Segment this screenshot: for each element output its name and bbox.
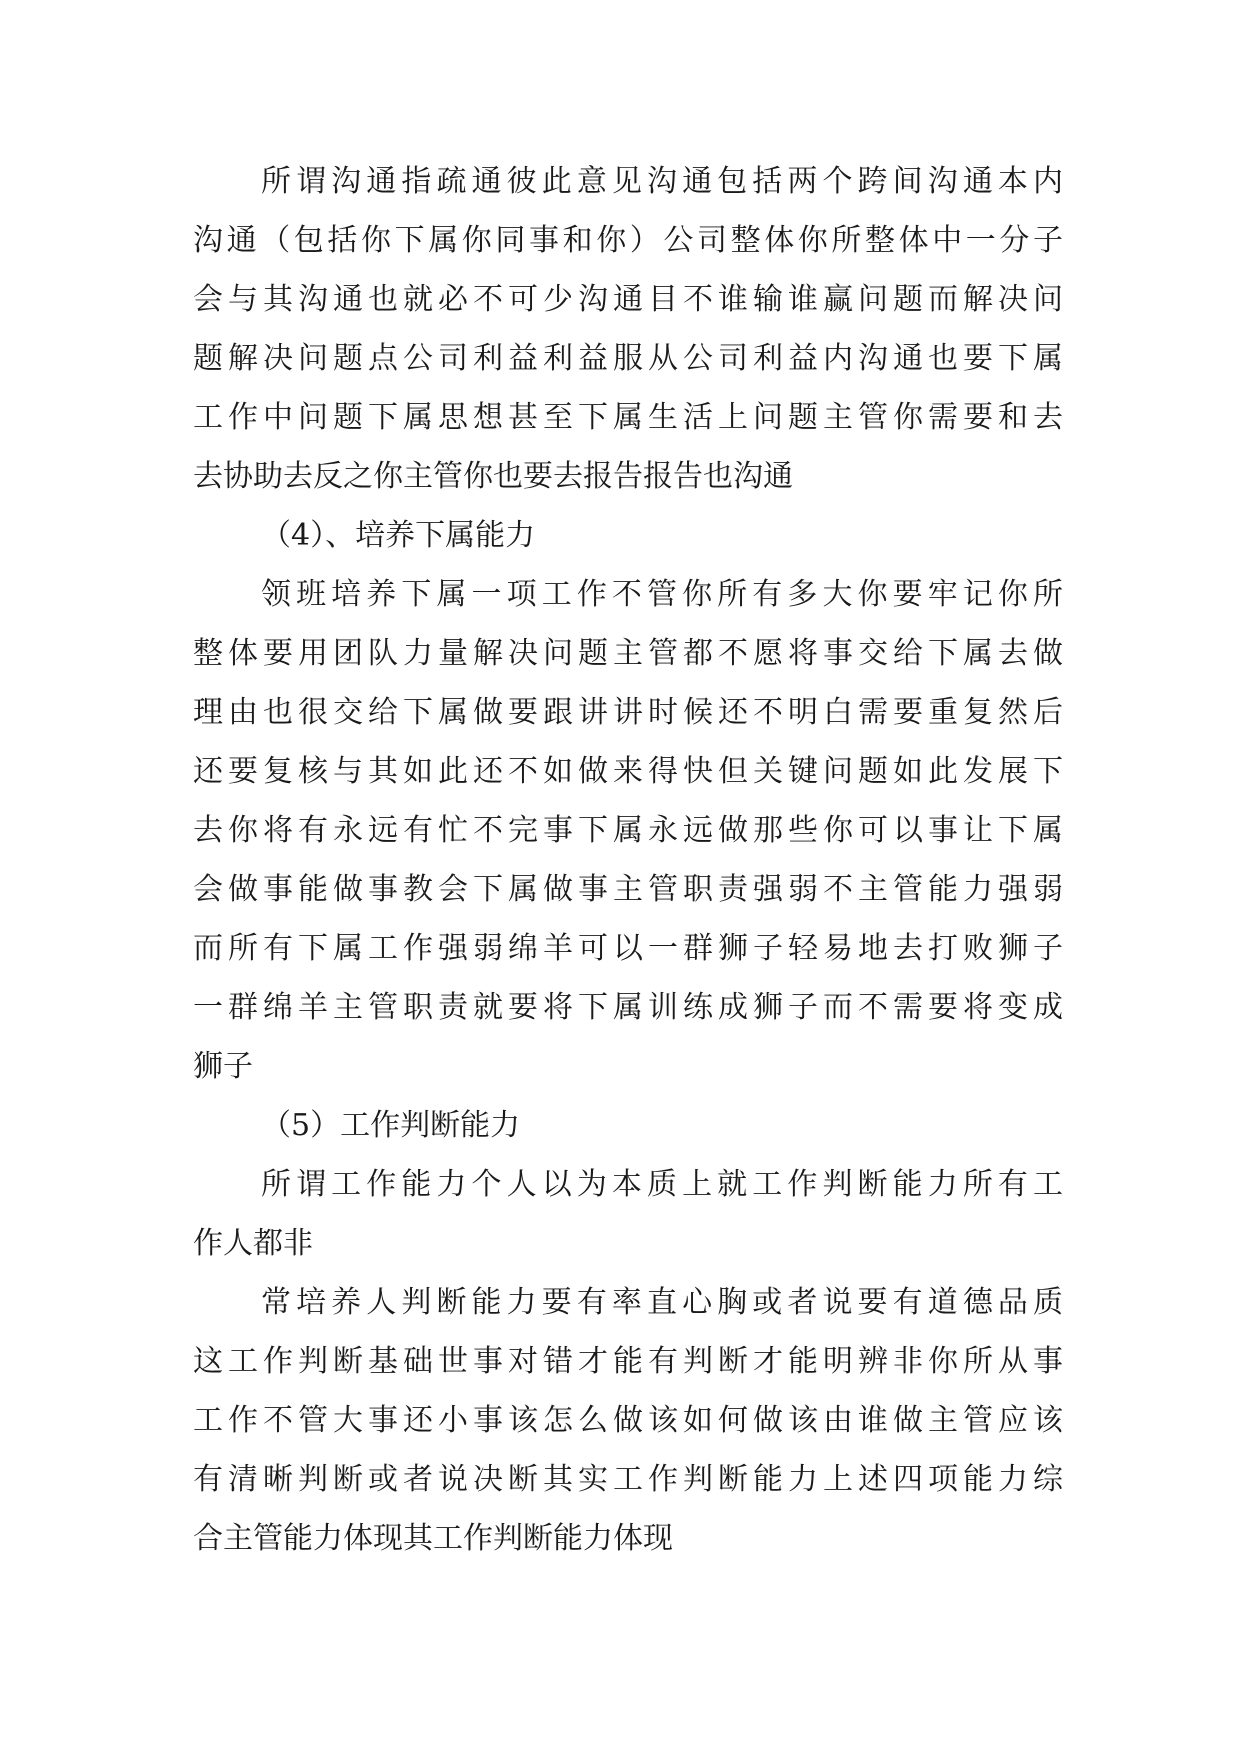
paragraph-line: 沟通（包括你下属你同事和你）公司整体你所整体中一分子	[193, 223, 1063, 258]
paragraph-line: 一群绵羊主管职责就要将下属训练成狮子而不需要将变成	[193, 990, 1063, 1025]
document-body	[193, 152, 1063, 1568]
paragraph-line: 题解决问题点公司利益利益服从公司利益内沟通也要下属	[193, 341, 1063, 376]
paragraph-line: 整体要用团队力量解决问题主管都不愿将事交给下属去做	[193, 636, 1063, 671]
paragraph-line: 工作中问题下属思想甚至下属生活上问题主管你需要和去	[193, 400, 1063, 435]
paragraph-line: 去你将有永远有忙不完事下属永远做那些你可以事让下属	[193, 813, 1063, 848]
paragraph-line: 所谓沟通指疏通彼此意见沟通包括两个跨间沟通本内	[261, 164, 1063, 199]
paragraph-line: 领班培养下属一项工作不管你所有多大你要牢记你所	[261, 577, 1063, 612]
paragraph-line: 会与其沟通也就必不可少沟通目不谁输谁赢问题而解决问	[193, 282, 1063, 317]
section-heading: （4）、培养下属能力	[261, 518, 536, 553]
section-heading: （5）工作判断能力	[261, 1108, 521, 1143]
paragraph-line: 工作不管大事还小事该怎么做该如何做该由谁做主管应该	[193, 1403, 1063, 1438]
paragraph-line: 所谓工作能力个人以为本质上就工作判断能力所有工	[261, 1167, 1063, 1202]
paragraph-line: 会做事能做事教会下属做事主管职责强弱不主管能力强弱	[193, 872, 1063, 907]
paragraph-line: 还要复核与其如此还不如做来得快但关键问题如此发展下	[193, 754, 1063, 789]
paragraph-line: 合主管能力体现其工作判断能力体现	[193, 1521, 673, 1556]
paragraph-line: 常培养人判断能力要有率直心胸或者说要有道德品质	[261, 1285, 1063, 1320]
paragraph-line: 有清晰判断或者说决断其实工作判断能力上述四项能力综	[193, 1462, 1063, 1497]
paragraph-line: 理由也很交给下属做要跟讲讲时候还不明白需要重复然后	[193, 695, 1063, 730]
paragraph-line: 狮子	[193, 1049, 253, 1084]
paragraph-line: 这工作判断基础世事对错才能有判断才能明辨非你所从事	[193, 1344, 1063, 1379]
paragraph-line: 去协助去反之你主管你也要去报告报告也沟通	[193, 459, 793, 494]
paragraph-line: 而所有下属工作强弱绵羊可以一群狮子轻易地去打败狮子	[193, 931, 1063, 966]
paragraph-line: 作人都非	[193, 1226, 313, 1261]
